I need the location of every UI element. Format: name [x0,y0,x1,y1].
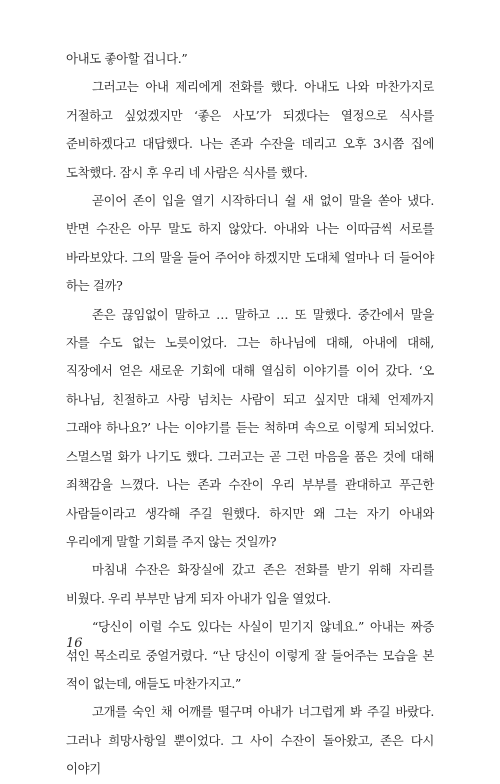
paragraph: 그러고는 아내 제리에게 전화를 했다. 아내도 나와 마찬가지로 거절하고 싶었겠지만 ‘좋은 사모’가 되겠다는 열정으로 식사를 준비하겠다고 대답했다. 나는 존과 수잔을 데리고 오후 3시쯤 집에 도착했다. 잠시 후 우리 네 사람은 식사를 했다. [66,79,434,180]
body-text [66,45,434,784]
paragraph: “당신이 이럴 수도 있다는 사실이 믿기지 않네요.” 아내는 짜증 섞인 목소리로 중얼거렸다. “난 당신이 이렇게 잘 들어주는 모습을 본 적이 없는데, 애들도 마찬가지고.” [66,619,434,691]
page-number: 16 [66,636,83,651]
paragraph: 마침내 수잔은 화장실에 갔고 존은 전화를 받기 위해 자리를 비웠다. 우리 부부만 남게 되자 아내가 입을 열었다. [66,562,434,606]
paragraph: 곧이어 존이 입을 열기 시작하더니 쉴 새 없이 말을 쏟아 냈다. 반면 수잔은 아무 말도 하지 않았다. 아내와 나는 이따금씩 서로를 바라보았다. 그의 말을 들어 주어야 하겠지만 도대체 얼마나 더 들어야 하는 걸까? [66,193,434,294]
paragraph: 존은 끊임없이 말하고 … 말하고 … 또 말했다. 중간에서 말을 자를 수도 없는 노릇이었다. 그는 하나님에 대해, 아내에 대해, 직장에서 얻은 새로운 기회에 대해 열심히 이야기를 이어 갔다. ‘오 하나님, 친절하고 사랑 넘치는 사람이 되고 싶지만 대체 언제까지 그래야 하나요?’ 나는 이야기를 듣는 척하며 속으로 이렇게 되뇌었다. 스멀스멀 화가 나기도 했다. 그러고는 곧 그런 마음을 품은 것에 대해 죄책감을 느꼈다. 나는 존과 수잔이 우리 부부를 관대하고 푸근한 사람들이라고 생각해 주길 원했다. 하지만 왜 그는 자기 아내와 우리에게 말할 기회를 주지 않는 것일까? [66,306,434,549]
paragraph: 고개를 숙인 채 어깨를 떨구며 아내가 너그럽게 봐 주길 바랐다. 그러나 희망사항일 뿐이었다. 그 사이 수잔이 돌아왔고, 존은 다시 이야기 [66,704,434,777]
paragraph: 아내도 좋아할 겁니다.” [66,51,188,66]
